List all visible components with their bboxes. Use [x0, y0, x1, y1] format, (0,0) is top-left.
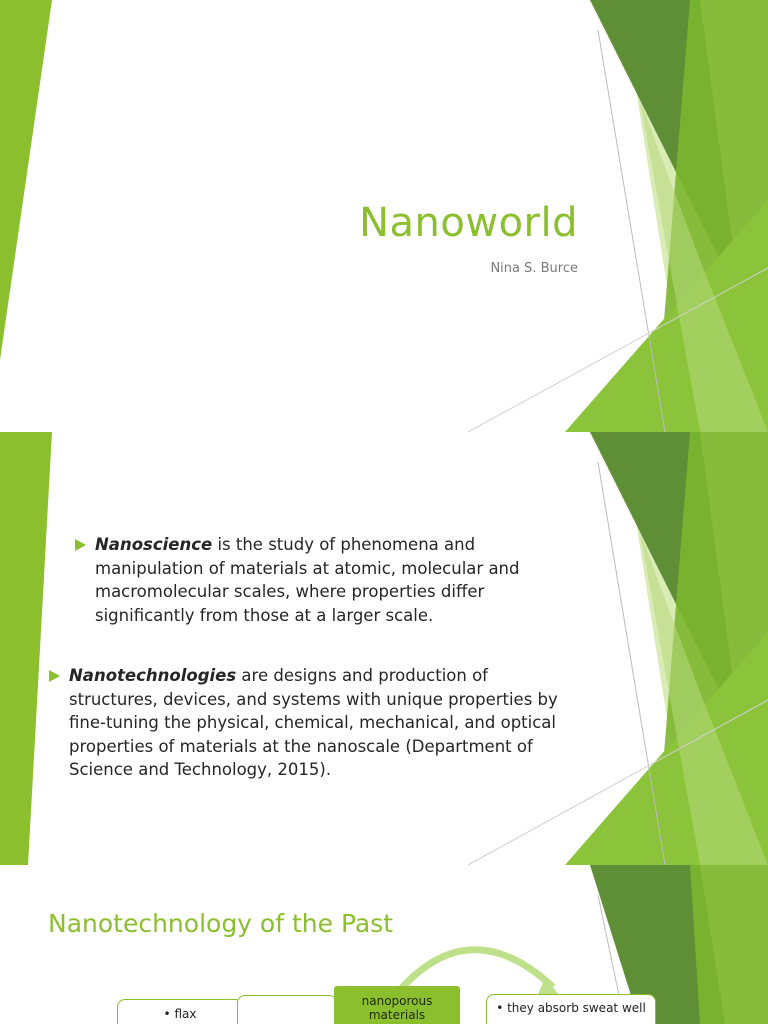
decorative-shapes	[0, 432, 768, 865]
bullet-term: Nanotechnologies	[69, 666, 237, 685]
bullet-text: is the study of phenomena and manipulation of materials at atomic, molecular and macromolecular scales, where properties differ significantly from those at a larger scale.	[95, 535, 520, 625]
right-mid-shard	[690, 865, 768, 1024]
diagram-node-absorb: • they absorb sweat well	[486, 994, 656, 1024]
diagram-node-flax: • flax	[117, 999, 243, 1024]
left-green-shard	[0, 0, 52, 360]
bullet-term: Nanoscience	[95, 535, 213, 554]
slide-title-text: Nanoworld	[359, 200, 578, 246]
slide-title-text: Nanotechnology of the Past	[48, 909, 394, 938]
bullet-arrow-icon	[75, 539, 86, 551]
bullet-nanotechnologies	[69, 664, 559, 782]
slide-title	[0, 0, 768, 432]
diagram-node-center: nanoporous materials	[334, 986, 460, 1024]
bullet-text: are designs and production of structures, devices, and systems with unique properties by fine-tuning the physical, chemical, mechanical, and optical properties of materials at the nanoscale (Department of Science and Technology, 2015).	[69, 666, 558, 779]
slide-nanotech-past	[0, 865, 768, 1024]
bullet-arrow-icon	[49, 670, 60, 682]
bullet-nanoscience	[95, 533, 555, 627]
left-green-shard	[0, 432, 52, 865]
slide-definitions	[0, 432, 768, 865]
slide-subtitle: Nina S. Burce	[490, 261, 578, 276]
diagram-node-blank	[237, 995, 337, 1024]
